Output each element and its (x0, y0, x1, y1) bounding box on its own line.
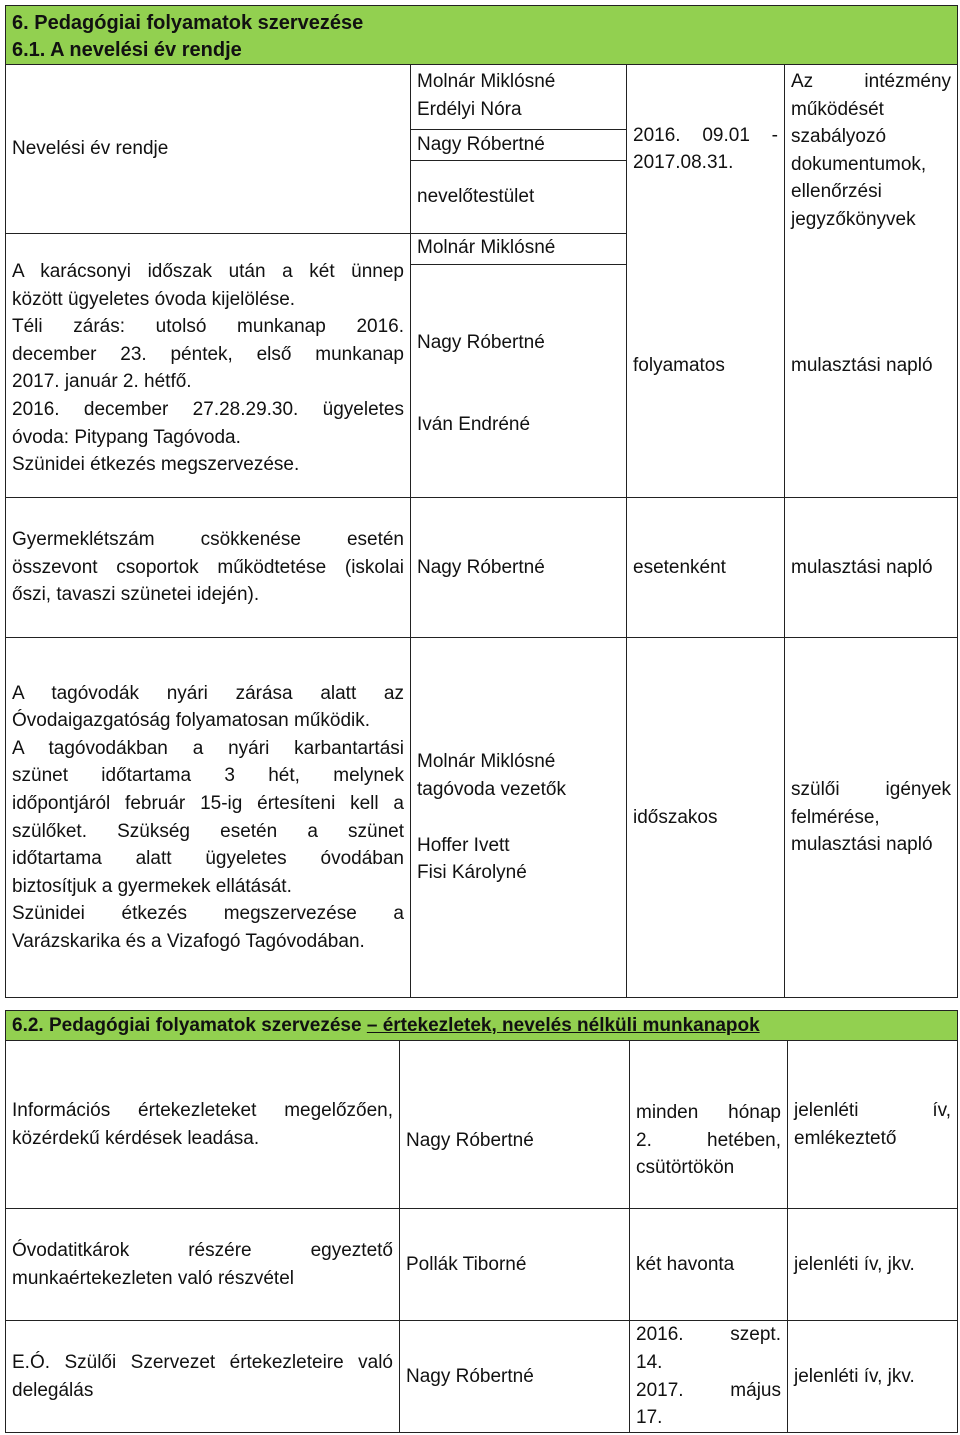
section-header-row (6, 6, 958, 65)
responsible-name: Erdélyi Nóra (417, 98, 522, 120)
task-text: delegálás (12, 1379, 94, 1401)
document-cell (788, 1041, 958, 1209)
date-text: csütörtökön (636, 1157, 735, 1179)
task-text: biztosítjuk a gyermekek ellátását. (12, 875, 292, 897)
date-text: folyamatos (633, 354, 725, 376)
document-text: emlékeztető (794, 1127, 897, 1149)
responsible-name: tagóvoda vezetők (417, 778, 566, 800)
date-text: időszakos (633, 806, 718, 828)
task-text: Információs értekezleteket megelőzően, (12, 1099, 393, 1121)
date-cell (627, 234, 785, 498)
date-cell (630, 1321, 788, 1433)
date-text: 2017. május (636, 1379, 781, 1401)
task-text: december 23. péntek, első munkanap (12, 343, 404, 365)
date-text: 2016. szept. (636, 1324, 781, 1346)
document-text: felmérése, (791, 806, 880, 828)
table-row (6, 1209, 958, 1321)
date-cell (630, 1041, 788, 1209)
task-text: óvoda: Pitypang Tagóvoda. (12, 426, 241, 448)
responsible-cell (411, 65, 627, 130)
responsible-cell (400, 1209, 630, 1321)
responsible-name: Molnár Miklósné (417, 751, 556, 773)
task-cell (6, 1209, 400, 1321)
section-header-row (6, 1011, 958, 1041)
date-text: 2017.08.31. (633, 152, 734, 174)
section-heading (6, 1011, 958, 1041)
task-text: A tagóvodák nyári zárása alatt az (12, 682, 404, 704)
document-text: dokumentumok, (791, 153, 927, 175)
responsible-cell (411, 234, 627, 498)
task-text: A tagóvodákban a nyári karbantartási (12, 737, 404, 759)
responsible-name: Pollák Tiborné (406, 1253, 527, 1275)
document-cell (785, 498, 958, 638)
task-text: őszi, tavaszi szünetei idején). (12, 584, 260, 606)
document-cell (785, 65, 958, 234)
document-cell (785, 234, 958, 498)
task-text: Szünidei étkezés megszervezése a (12, 903, 404, 925)
responsible-name: Hoffer Ivett (417, 834, 510, 856)
document-text: mulasztási napló (791, 834, 933, 856)
task-text: Óvodatitkárok részére egyeztető (12, 1239, 393, 1261)
document-text: működését (791, 98, 884, 120)
task-cell (6, 1041, 400, 1209)
task-text: közérdekű kérdések leadása. (12, 1127, 260, 1149)
task-text: Varázskarika és a Vizafogó Tagóvodában. (12, 930, 365, 952)
task-text: 2016. december 27.28.29.30. ügyeletes (12, 399, 404, 421)
responsible-name: Nagy Róbertné (417, 134, 545, 156)
document-text: mulasztási napló (791, 556, 933, 578)
responsible-name: Nagy Róbertné (417, 332, 545, 354)
date-text: minden hónap (636, 1102, 781, 1123)
responsible-name: nevelőtestület (417, 186, 535, 208)
document-text: Az intézmény (791, 71, 952, 92)
task-text: szünet időtartama 3 hét, melynek (12, 765, 404, 787)
date-text: 2. hetében, (636, 1129, 781, 1151)
section-heading (6, 6, 958, 65)
task-cell (6, 498, 411, 638)
responsible-name: Nagy Róbertné (406, 1365, 534, 1387)
task-text: szülőket. Szükség esetén a szünet (12, 820, 404, 842)
task-text: munkaértekezleten való részvétel (12, 1267, 294, 1289)
date-cell (627, 498, 785, 638)
task-text: Gyermeklétszám csökkenése esetén (12, 529, 404, 551)
section-title-underlined: – értekezletek, nevelés nélküli munkanapok (366, 1015, 760, 1036)
responsible-name: Nagy Róbertné (417, 556, 545, 578)
table-row (6, 498, 958, 638)
responsible-cell (400, 1041, 630, 1209)
responsible-name: Molnár Miklósné (417, 237, 556, 259)
table-nevelesi-ev (5, 5, 958, 998)
table-row (6, 1041, 958, 1209)
section-subtitle: 6.1. A nevelési év rendje (12, 39, 242, 61)
responsible-name: Nagy Róbertné (406, 1130, 534, 1151)
table-row (6, 65, 958, 130)
responsible-cell (411, 130, 627, 160)
document-text: jelenléti ív, jkv. (794, 1253, 915, 1275)
task-text: között ügyeletes óvoda kijelölése. (12, 288, 296, 310)
table-row (6, 234, 958, 498)
task-text: 2017. január 2. hétfő. (12, 371, 192, 393)
task-cell (6, 65, 411, 234)
date-cell (630, 1209, 788, 1321)
document-text: jelenléti ív, (794, 1099, 952, 1121)
date-text: esetenként (633, 556, 726, 578)
document-text: jegyzőkönyvek (791, 208, 916, 230)
task-text: A karácsonyi időszak után a két ünnep (12, 261, 404, 283)
date-text: két havonta (636, 1253, 735, 1275)
responsible-name: Molnár Miklósné (417, 71, 556, 92)
date-text: 17. (636, 1407, 663, 1429)
date-cell (627, 638, 785, 998)
responsible-cell (411, 498, 627, 638)
responsible-cell (400, 1321, 630, 1433)
table-row (6, 638, 958, 998)
table-ertekezletek (5, 1010, 958, 1433)
document-text: szülői igények (791, 779, 952, 801)
document-text: jelenléti ív, jkv. (794, 1365, 915, 1387)
responsible-name: Fisi Károlyné (417, 862, 527, 884)
section-title: 6. Pedagógiai folyamatok szervezése (12, 12, 364, 34)
task-cell (6, 234, 411, 498)
section-title: 6.2. Pedagógiai folyamatok szervezése (12, 1015, 367, 1036)
date-text: 2016. 09.01 - (633, 124, 778, 146)
document-text: ellenőrzési (791, 181, 882, 203)
document-cell (788, 1209, 958, 1321)
date-text: 14. (636, 1351, 663, 1373)
document-text: szabályozó (791, 126, 887, 148)
responsible-name: Iván Endréné (417, 413, 531, 435)
document-cell (785, 638, 958, 998)
document-text: mulasztási napló (791, 354, 933, 376)
task-text: Óvodaigazgatóság folyamatosan működik. (12, 710, 371, 732)
table-row (6, 1321, 958, 1433)
task-text: E.Ó. Szülői Szervezet értekezleteire való (12, 1351, 393, 1373)
task-cell (6, 638, 411, 998)
date-cell (627, 65, 785, 234)
task-text: időtartama alatt ügyeletes óvodában (12, 848, 404, 870)
document-cell (788, 1321, 958, 1433)
task-text: összevont csoportok működtetése (iskolai (12, 556, 404, 578)
task-text: Szünidei étkezés megszervezése. (12, 454, 300, 476)
task-cell (6, 1321, 400, 1433)
task-text: Nevelési év rendje (12, 138, 169, 160)
responsible-cell (411, 160, 627, 233)
responsible-cell (411, 638, 627, 998)
task-text: Téli zárás: utolsó munkanap 2016. (12, 316, 404, 338)
task-text: időpontjáról február 15-ig értesíteni kell a (12, 792, 404, 814)
